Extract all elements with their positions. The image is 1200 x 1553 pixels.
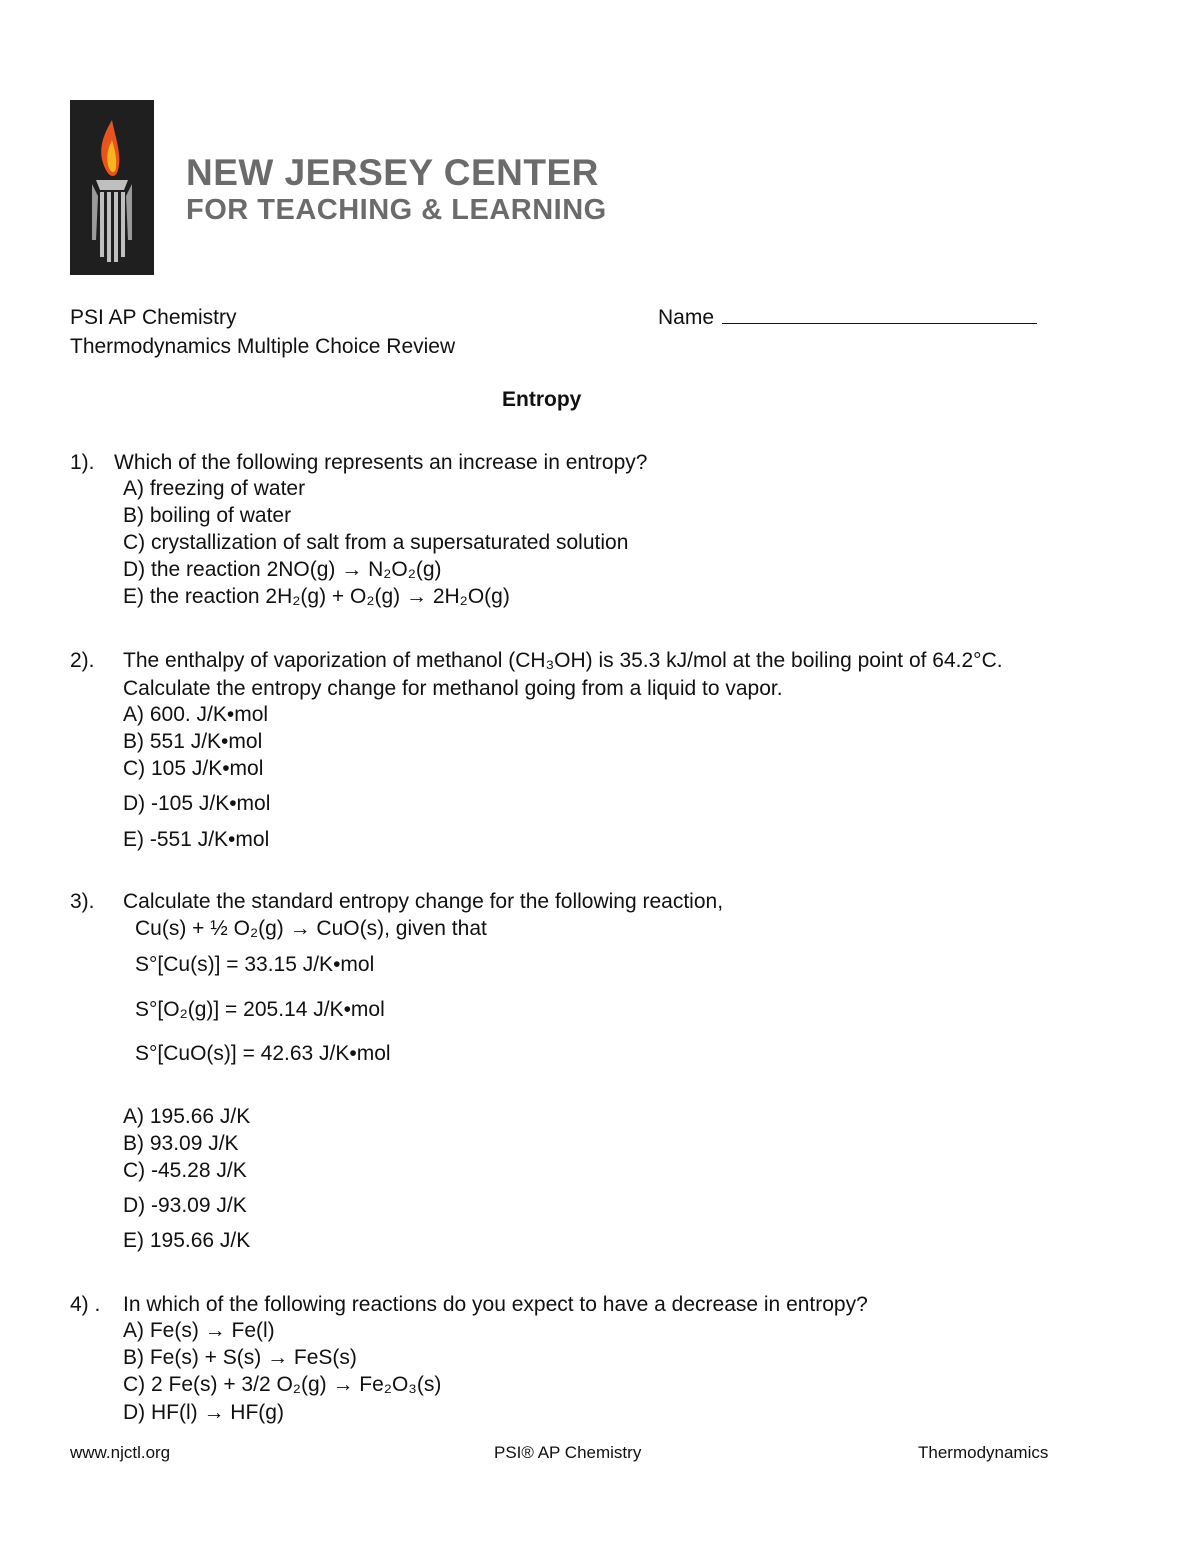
question-text: Calculate the standard entropy change for the following reaction, xyxy=(123,890,724,913)
answer-choice: E) -551 J/K•mol xyxy=(123,828,270,851)
answer-choice: C) -45.28 J/K xyxy=(123,1159,247,1182)
name-label: Name xyxy=(658,306,715,329)
footer-website: www.njctl.org xyxy=(70,1443,171,1462)
answer-choice: B) Fe(s) + S(s) → FeS(s) xyxy=(123,1346,357,1369)
section-title: Entropy xyxy=(502,388,582,411)
answer-choice: B) 551 J/K•mol xyxy=(123,730,263,753)
question-text: Calculate the entropy change for methanol going from a liquid to vapor. xyxy=(123,677,783,700)
footer-topic: Thermodynamics xyxy=(918,1443,1049,1462)
torch-icon xyxy=(70,100,154,275)
course-title: PSI AP Chemistry xyxy=(70,306,237,329)
name-blank-line[interactable] xyxy=(722,305,1037,324)
question-text: Which of the following represents an increase in entropy? xyxy=(114,451,648,474)
question-text: In which of the following reactions do you expect to have a decrease in entropy? xyxy=(123,1293,868,1316)
answer-choice: D) the reaction 2NO(g) → N₂O₂(g) xyxy=(123,558,442,581)
answer-choice: D) -93.09 J/K xyxy=(123,1194,247,1217)
name-field[interactable] xyxy=(658,305,1037,331)
answer-choice: E) 195.66 J/K xyxy=(123,1229,251,1252)
question-number: 2). xyxy=(70,649,95,672)
answer-choice: A) Fe(s) → Fe(l) xyxy=(123,1319,275,1342)
question-number: 4) . xyxy=(70,1293,101,1316)
document-subtitle: Thermodynamics Multiple Choice Review xyxy=(70,335,456,358)
reaction-equation: Cu(s) + ½ O₂(g) → CuO(s), given that xyxy=(135,917,487,940)
answer-choice: E) the reaction 2H₂(g) + O₂(g) → 2H₂O(g) xyxy=(123,585,510,608)
logo-subtitle: FOR TEACHING & LEARNING xyxy=(186,194,607,226)
answer-choice: A) 195.66 J/K xyxy=(123,1105,251,1128)
footer-course: PSI® AP Chemistry xyxy=(494,1443,642,1462)
answer-choice: D) HF(l) → HF(g) xyxy=(123,1401,284,1424)
given-value: S°[CuO(s)] = 42.63 J/K•mol xyxy=(135,1042,391,1065)
question-number: 1). xyxy=(70,451,95,474)
question-text: The enthalpy of vaporization of methanol (CH₃OH) is 35.3 kJ/mol at the boiling point of 64.2°C. xyxy=(123,649,1003,672)
question-number: 3). xyxy=(70,890,95,913)
logo-title: NEW JERSEY CENTER xyxy=(186,152,599,193)
given-value: S°[Cu(s)] = 33.15 J/K•mol xyxy=(135,953,375,976)
answer-choice: A) freezing of water xyxy=(123,477,306,500)
given-value: S°[O₂(g)] = 205.14 J/K•mol xyxy=(135,998,385,1021)
answer-choice: B) boiling of water xyxy=(123,504,292,527)
answer-choice: B) 93.09 J/K xyxy=(123,1132,239,1155)
logo-emblem xyxy=(70,100,154,275)
answer-choice: C) 105 J/K•mol xyxy=(123,757,264,780)
answer-choice: A) 600. J/K•mol xyxy=(123,703,269,726)
answer-choice: C) crystallization of salt from a supersaturated solution xyxy=(123,531,629,554)
answer-choice: C) 2 Fe(s) + 3/2 O₂(g) → Fe₂O₃(s) xyxy=(123,1373,442,1396)
answer-choice: D) -105 J/K•mol xyxy=(123,792,271,815)
